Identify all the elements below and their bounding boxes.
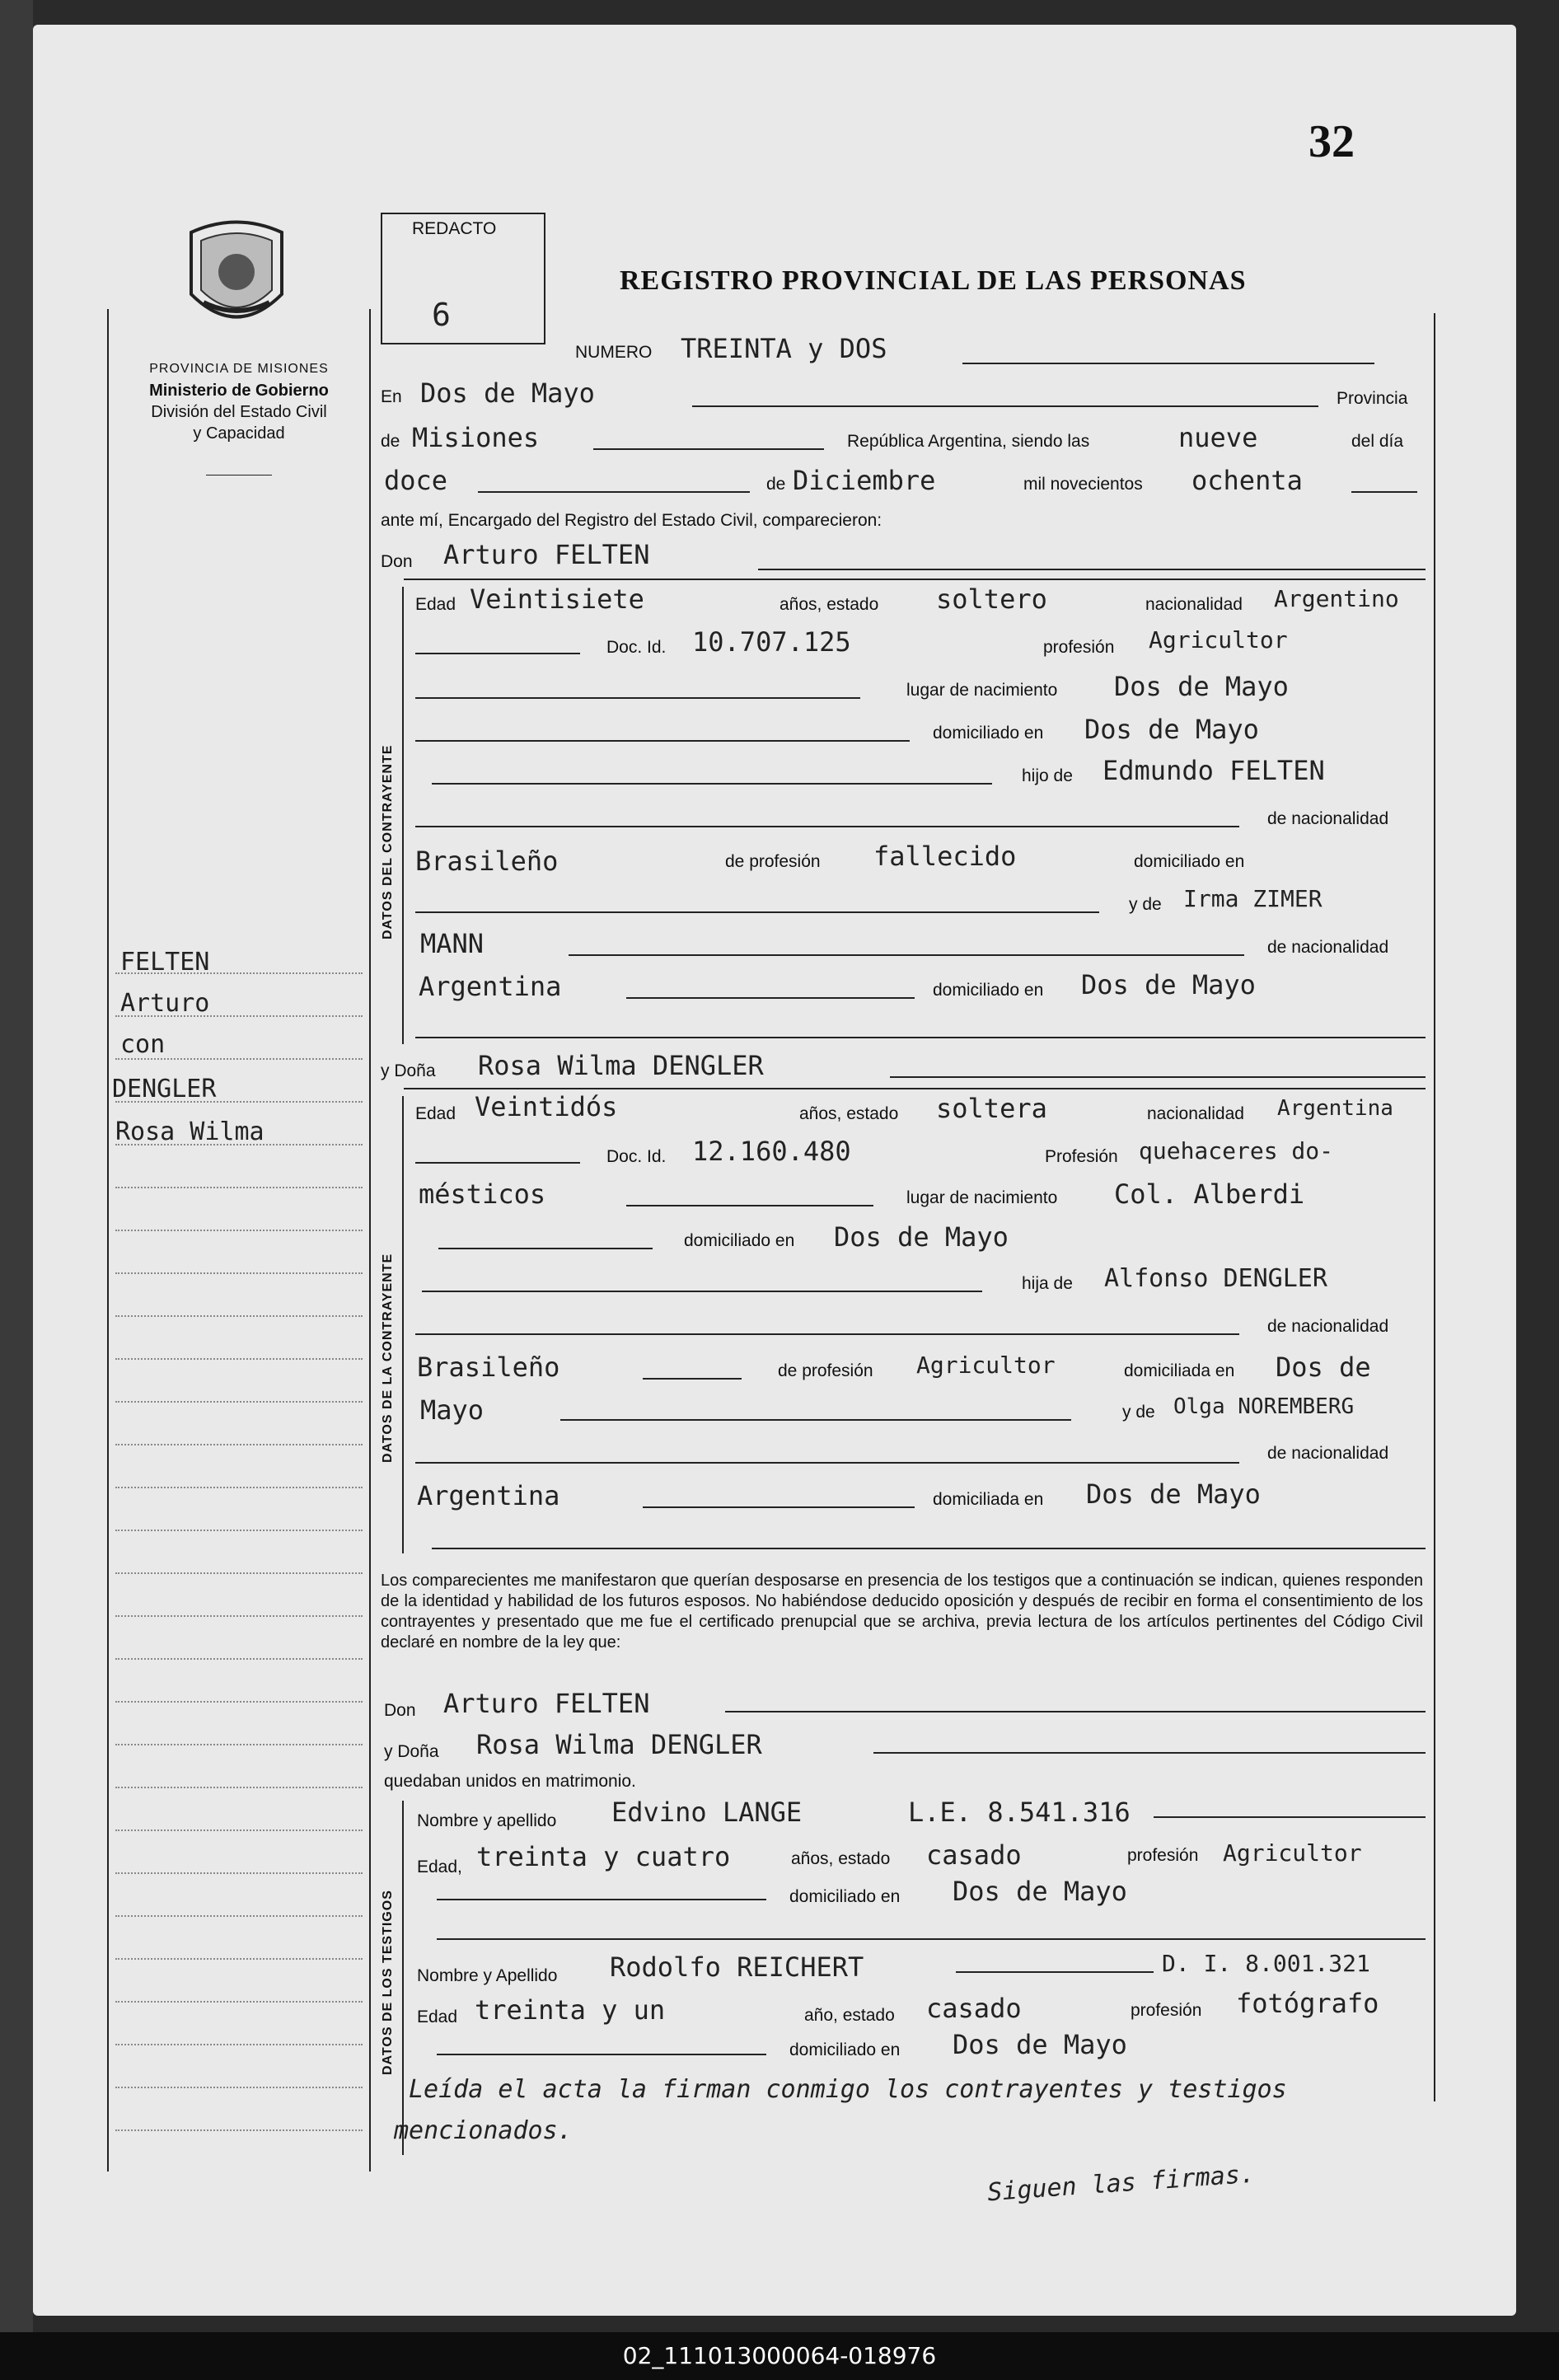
- profesion-label: profesión: [1043, 638, 1115, 657]
- madre-cont-value: MANN: [420, 928, 485, 959]
- padre-dom-cont-value: Mayo: [420, 1394, 485, 1426]
- en-label: En: [381, 387, 402, 406]
- estado-value: soltera: [936, 1093, 1047, 1124]
- don-label: Don: [381, 552, 413, 571]
- fill-line: [725, 1711, 1426, 1712]
- fill-line: [1154, 1816, 1426, 1818]
- profesion-cont-value: mésticos: [419, 1178, 546, 1210]
- edad-value: Veintisiete: [470, 583, 644, 615]
- fill-line: [758, 569, 1426, 570]
- t1-prof-label: profesión: [1127, 1846, 1199, 1865]
- section-rule: [404, 1088, 1426, 1089]
- t2-edad-label: Edad: [417, 2008, 458, 2026]
- padre-dom-value: Dos de: [1276, 1352, 1371, 1383]
- estado-value: soltero: [936, 583, 1047, 615]
- margin-note: FELTEN: [120, 948, 210, 977]
- padre-dom-label: domiciliada en: [1124, 1361, 1235, 1380]
- fill-line: [438, 1248, 653, 1249]
- madre-dom-value: Dos de Mayo: [1086, 1478, 1261, 1510]
- nacionalidad-value: Argentino: [1274, 585, 1399, 612]
- fill-line: [415, 697, 860, 699]
- de-label: de: [381, 432, 400, 451]
- margin-line: [115, 1315, 363, 1317]
- register-title: REGISTRO PROVINCIAL DE LAS PERSONAS: [620, 265, 1247, 296]
- fill-line: [415, 826, 1239, 827]
- t1-dom-label: domiciliado en: [789, 1887, 901, 1906]
- contrayenta-side-label: DATOS DE LA CONTRAYENTE: [381, 1253, 395, 1463]
- margin-line: [115, 1487, 363, 1488]
- contrayente-nombre: Arturo FELTEN: [443, 539, 650, 570]
- t1-dom-value: Dos de Mayo: [953, 1876, 1127, 1907]
- dia-value: doce: [384, 465, 448, 496]
- margin-line: [115, 1744, 363, 1745]
- declaration-paragraph: Los comparecientes me manifestaron que querían desposarse en presencia de los testigos que a continuación se indican, quienes responden de la identidad y habilidad de los futuros esposos. No habiéndose deducido oposición y después de recibir en forma el consentimiento de los contrayentes y presentado que me fue el certificado prenupcial que se archiva, previa lectura de los artículos pertinentes del Código Civil declaré en nombre de la ley que:: [381, 1572, 1423, 1651]
- ministry-line: División del Estado Civil: [151, 403, 327, 421]
- fill-line: [478, 491, 750, 493]
- margin-line: [115, 1615, 363, 1617]
- margin-line: [115, 1572, 363, 1574]
- lugar-value: Dos de Mayo: [420, 377, 595, 409]
- fill-line: [415, 740, 910, 742]
- t2-estado-value: casado: [926, 1993, 1022, 2024]
- contrayenta-nombre: Rosa Wilma DENGLER: [478, 1050, 764, 1081]
- lugar-nac-value: Dos de Mayo: [1114, 671, 1289, 702]
- margin-line: [115, 1015, 363, 1017]
- edad-value: Veintidós: [475, 1091, 618, 1122]
- margin-line: [115, 1444, 363, 1445]
- domicilio-label: domiciliado en: [684, 1231, 795, 1250]
- edad-label: Edad: [415, 1104, 456, 1123]
- margin-line: [115, 2001, 363, 2003]
- t2-prof-label: profesión: [1131, 2001, 1202, 2020]
- domicilio-value: Dos de Mayo: [1084, 714, 1259, 745]
- fill-line: [432, 783, 992, 785]
- book-spine: [0, 0, 33, 2380]
- hijo-label: hijo de: [1022, 766, 1073, 785]
- margin-line: [115, 1358, 363, 1360]
- margin-line: [115, 972, 363, 974]
- block-rule: [402, 1096, 404, 1553]
- madre-nac-value: Argentina: [417, 1480, 560, 1511]
- testigos-side-label: DATOS DE LOS TESTIGOS: [381, 1890, 395, 2075]
- ministry-divider: [206, 475, 272, 476]
- padre-nac-value: Brasileño: [415, 846, 559, 877]
- ministry-line: PROVINCIA DE MISIONES: [149, 362, 329, 376]
- contrayente-side-label: DATOS DEL CONTRAYENTE: [381, 744, 395, 939]
- profesion-value: Agricultor: [1149, 626, 1288, 654]
- madre-value: Olga NOREMBERG: [1173, 1394, 1355, 1419]
- redacto-box: [381, 213, 545, 344]
- provincia-label: Provincia: [1337, 389, 1408, 408]
- lugar-nac-label: lugar de nacimiento: [906, 1188, 1058, 1207]
- t2-edad-value: treinta y un: [475, 1994, 666, 2026]
- doc-value: 10.707.125: [692, 626, 851, 658]
- del-dia-label: del día: [1351, 432, 1404, 451]
- fill-line: [593, 448, 824, 450]
- doc-value: 12.160.480: [692, 1136, 851, 1167]
- signatures-note: Siguen las firmas.: [986, 2159, 1256, 2208]
- padre-value: Edmundo FELTEN: [1103, 755, 1325, 786]
- y-de-label: y de: [1122, 1403, 1155, 1422]
- madre-dom-value: Dos de Mayo: [1081, 969, 1256, 1000]
- t1-doc-value: L.E. 8.541.316: [908, 1797, 1131, 1828]
- margin-line: [115, 1144, 363, 1145]
- fill-line: [873, 1752, 1426, 1754]
- de-prof-label: de profesión: [725, 852, 821, 871]
- hora-value: nueve: [1178, 422, 1258, 453]
- de-mes-label: de: [766, 475, 786, 494]
- lugar-nac-label: lugar de nacimiento: [906, 681, 1058, 700]
- fill-line: [432, 1548, 1426, 1549]
- margin-note: Arturo: [120, 989, 210, 1018]
- madre-de-nac-label: de nacionalidad: [1267, 938, 1389, 957]
- t2-dom-label: domiciliado en: [789, 2040, 901, 2059]
- madre-nac-value: Argentina: [419, 971, 562, 1002]
- fill-line: [626, 997, 915, 999]
- fill-line: [415, 1162, 580, 1164]
- margin-line: [115, 1958, 363, 1960]
- hija-label: hija de: [1022, 1274, 1073, 1293]
- fill-line: [415, 653, 580, 654]
- t2-prof-value: fotógrafo: [1236, 1988, 1379, 2019]
- anio-value: ochenta: [1191, 465, 1303, 496]
- margin-line: [115, 2087, 363, 2088]
- estado-label: años, estado: [799, 1104, 899, 1123]
- form-left-rule: [369, 309, 371, 2172]
- margin-line: [115, 1658, 363, 1660]
- madre-dom-label: domiciliado en: [933, 981, 1044, 1000]
- t2-doc-value: D. I. 8.001.321: [1162, 1950, 1370, 1977]
- padre-prof-value: fallecido: [873, 841, 1017, 872]
- closing-line-2: mencionados.: [394, 2116, 573, 2145]
- madre-dom-label: domiciliada en: [933, 1490, 1044, 1509]
- de-prof-label: de profesión: [778, 1361, 873, 1380]
- fill-line: [643, 1506, 915, 1508]
- mil-label: mil novecientos: [1023, 475, 1143, 494]
- doc-label: Doc. Id.: [606, 1147, 667, 1166]
- dona-label: y Doña: [384, 1742, 439, 1761]
- domicilio-value: Dos de Mayo: [834, 1221, 1009, 1253]
- ministry-line: Ministerio de Gobierno: [149, 382, 329, 400]
- fill-line: [437, 1938, 1426, 1940]
- t2-dom-value: Dos de Mayo: [953, 2029, 1127, 2060]
- margin-line: [115, 2044, 363, 2045]
- t2-nombre-label: Nombre y Apellido: [417, 1966, 558, 1985]
- estado-label: años, estado: [780, 595, 879, 614]
- fill-line: [890, 1076, 1426, 1078]
- form-right-rule: [1434, 313, 1435, 2101]
- fill-line: [437, 1899, 766, 1900]
- nacionalidad-label: nacionalidad: [1147, 1104, 1244, 1123]
- profesion-value: quehaceres do-: [1139, 1137, 1334, 1164]
- fill-line: [956, 1971, 1154, 1973]
- margin-line: [115, 1401, 363, 1403]
- profesion-label: Profesión: [1045, 1147, 1118, 1166]
- margin-line: [115, 1915, 363, 1917]
- fill-line: [415, 1333, 1239, 1335]
- don-label: Don: [384, 1701, 416, 1720]
- numero-label: NUMERO: [575, 343, 653, 362]
- margin-line: [115, 1187, 363, 1188]
- margin-line: [115, 1058, 363, 1060]
- fill-line: [422, 1291, 982, 1292]
- y-de-label: y de: [1129, 895, 1162, 914]
- domicilio-label: domiciliado en: [933, 724, 1044, 743]
- block-rule: [402, 587, 404, 1044]
- fill-line: [437, 2054, 766, 2055]
- fill-line: [626, 1205, 873, 1206]
- ante-label: ante mí, Encargado del Registro del Estado Civil, comparecieron:: [381, 511, 882, 530]
- margin-line: [115, 2129, 363, 2131]
- margin-note: DENGLER: [112, 1075, 217, 1103]
- t1-estado-label: años, estado: [791, 1849, 891, 1868]
- t2-nombre-value: Rodolfo REICHERT: [610, 1951, 864, 1983]
- t1-prof-value: Agricultor: [1223, 1839, 1362, 1867]
- padre-prof-value: Agricultor: [916, 1352, 1056, 1379]
- provincia-value: Misiones: [412, 422, 540, 453]
- margin-line: [115, 1787, 363, 1788]
- fill-line: [643, 1378, 742, 1380]
- fill-line: [415, 1462, 1239, 1464]
- margin-line: [115, 1701, 363, 1703]
- edad-label: Edad: [415, 595, 456, 614]
- madre-value: Irma ZIMER: [1183, 885, 1323, 912]
- fill-line: [1351, 491, 1417, 493]
- margin-line: [115, 1872, 363, 1874]
- margin-line: [115, 1272, 363, 1274]
- nacionalidad-value: Argentina: [1277, 1096, 1393, 1121]
- fill-line: [415, 911, 1099, 913]
- t2-estado-label: año, estado: [804, 2006, 895, 2025]
- padre-value: Alfonso DENGLER: [1104, 1264, 1327, 1293]
- quedaban-text: quedaban unidos en matrimonio.: [384, 1772, 636, 1791]
- fill-line: [692, 405, 1318, 407]
- fill-line: [415, 1037, 1426, 1038]
- dona-label: y Doña: [381, 1061, 436, 1080]
- margin-line: [115, 1101, 363, 1103]
- margin-note: Rosa Wilma: [115, 1117, 265, 1146]
- ministry-line: y Capacidad: [193, 424, 285, 443]
- fill-line: [569, 954, 1244, 956]
- fill-line: [560, 1419, 1071, 1421]
- padre-nac-value: Brasileño: [417, 1352, 560, 1383]
- padre-dom-label: domiciliado en: [1134, 852, 1245, 871]
- republica-label: República Argentina, siendo las: [847, 432, 1090, 451]
- section-rule: [404, 579, 1426, 580]
- t1-nombre-value: Edvino LANGE: [611, 1797, 803, 1828]
- doc-label: Doc. Id.: [606, 638, 667, 657]
- madre-de-nac-label: de nacionalidad: [1267, 1444, 1389, 1463]
- de-nac-label: de nacionalidad: [1267, 1317, 1389, 1336]
- t1-nombre-label: Nombre y apellido: [417, 1811, 557, 1830]
- margin-line: [115, 1230, 363, 1231]
- ministry-heading: [111, 358, 367, 444]
- de-nac-label: de nacionalidad: [1267, 809, 1389, 828]
- nacionalidad-label: nacionalidad: [1145, 595, 1243, 614]
- block-rule: [402, 1801, 404, 2155]
- scan-id-footer: 02_111013000064-018976: [0, 2332, 1559, 2380]
- declaracion-dona: Rosa Wilma DENGLER: [476, 1729, 762, 1760]
- t1-edad-value: treinta y cuatro: [476, 1841, 731, 1872]
- fill-line: [962, 363, 1374, 364]
- page-number: 32: [1309, 116, 1355, 167]
- margin-line: [115, 1530, 363, 1531]
- declaracion-don: Arturo FELTEN: [443, 1688, 650, 1719]
- t1-edad-label: Edad,: [417, 1858, 462, 1876]
- mes-value: Diciembre: [793, 465, 936, 496]
- margin-line: [115, 1830, 363, 1831]
- lugar-nac-value: Col. Alberdi: [1114, 1178, 1305, 1210]
- t1-estado-value: casado: [926, 1839, 1022, 1871]
- redacto-label: REDACTO: [412, 219, 497, 238]
- redacto-value: 6: [432, 297, 451, 333]
- provincial-seal-icon: [183, 216, 290, 340]
- margin-note: con: [120, 1030, 166, 1059]
- left-margin-rule: [107, 309, 109, 2172]
- closing-line-1: Leída el acta la firman conmigo los contrayentes y testigos: [409, 2075, 1287, 2104]
- numero-value: TREINTA y DOS: [681, 333, 887, 364]
